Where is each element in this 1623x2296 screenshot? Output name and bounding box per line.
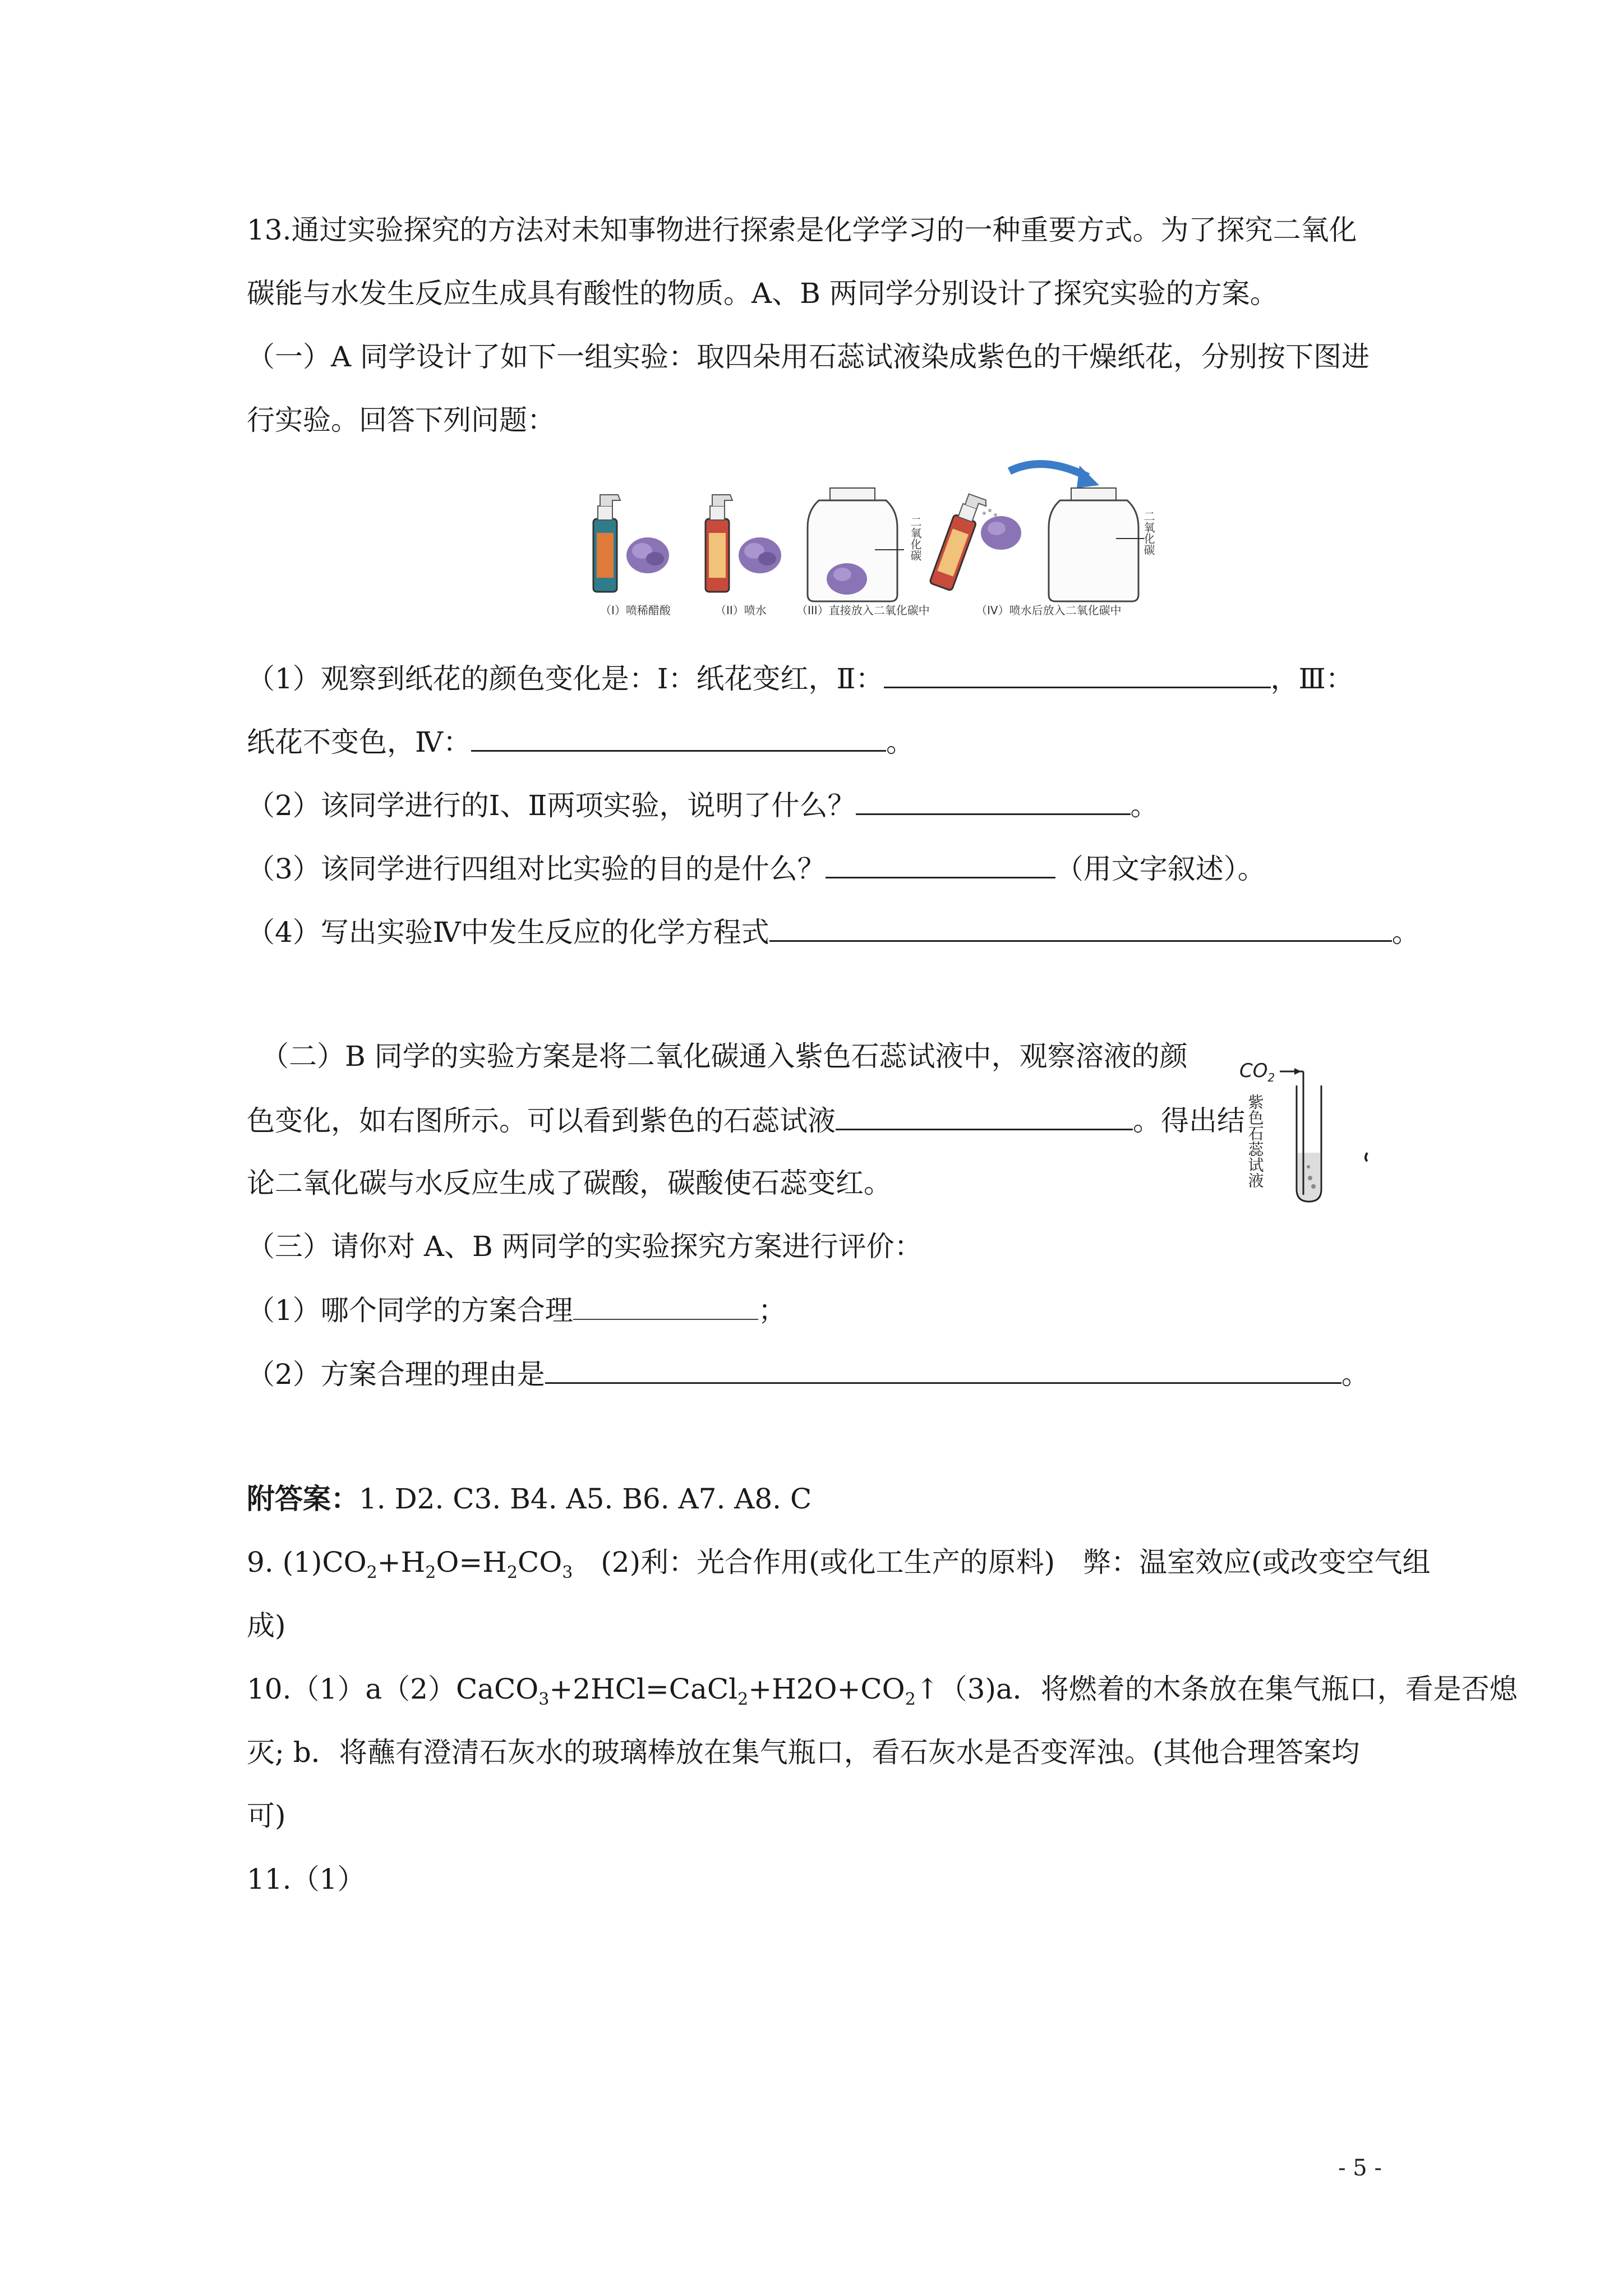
q1-end: 。 bbox=[886, 726, 914, 758]
answer-blank-q3[interactable] bbox=[826, 851, 1055, 878]
q4-text: （4）写出实验Ⅳ中发生反应的化学方程式 bbox=[247, 916, 769, 949]
spray-bottle-icon bbox=[706, 495, 732, 592]
a9-mid3: CO bbox=[517, 1546, 562, 1579]
sub: 3 bbox=[538, 1690, 550, 1709]
answers-label: 附答案： bbox=[247, 1482, 359, 1515]
a10-post: ↑（3)a．将燃着的木条放在集气瓶口，看是否熄 bbox=[915, 1673, 1518, 1705]
answer-11-line: 11.（1） bbox=[247, 1863, 366, 1895]
sub: 2 bbox=[737, 1690, 749, 1709]
part-a-line2: 行实验。回答下列问题： bbox=[247, 404, 555, 436]
q1-text-a: （1）观察到纸花的颜色变化是：Ⅰ：纸花变红，Ⅱ： bbox=[247, 662, 884, 695]
caption-1: （I）喷稀醋酸 bbox=[600, 604, 671, 617]
part-c-q2-line bbox=[247, 1356, 1370, 1391]
answer-blank-part-c-1[interactable] bbox=[573, 1293, 758, 1320]
a10-pre: 10.（1）a（2）CaCO bbox=[247, 1673, 539, 1705]
caption-3: （III）直接放入二氧化碳中 bbox=[796, 604, 930, 617]
answer-10-line3: 可) bbox=[247, 1800, 286, 1832]
answer-9-line2: 成) bbox=[247, 1609, 286, 1642]
part-b-text-a: 色变化，如右图所示。可以看到紫色的石蕊试液 bbox=[247, 1105, 836, 1137]
answers-1-8: 1. D2. C3. B4. A5. B6. A7. A8. C bbox=[359, 1483, 812, 1515]
caption-4: （IV）喷水后放入二氧化碳中 bbox=[976, 604, 1122, 617]
caption-2: （II）喷水 bbox=[715, 604, 767, 617]
answer-9-line1 bbox=[247, 1545, 1431, 1582]
paper-flower-icon bbox=[626, 537, 669, 573]
experiment-figure bbox=[583, 454, 1155, 617]
answer-10-line1 bbox=[247, 1672, 1518, 1709]
a10-mid2: +H2O+CO bbox=[748, 1673, 905, 1705]
part-b-text-b: 。得出结 bbox=[1133, 1105, 1245, 1137]
q13-3-line bbox=[247, 851, 1266, 886]
q13-1-line1 bbox=[247, 661, 1354, 696]
part-c-q1-end: ； bbox=[758, 1294, 786, 1327]
part-c-q2-end: 。 bbox=[1341, 1358, 1370, 1391]
part-c-q1-text: （1）哪个同学的方案合理 bbox=[247, 1294, 573, 1327]
tube-label: 紫色石蕊试液 bbox=[1246, 1094, 1265, 1188]
test-tube-icon bbox=[1295, 1071, 1321, 1202]
jar-label: 二氧化碳 bbox=[1142, 510, 1155, 555]
part-b-line1: （二）B 同学的实验方案是将二氧化碳通入紫色石蕊试液中，观察溶液的颜 bbox=[261, 1040, 1188, 1073]
paper-flower-icon bbox=[981, 516, 1021, 550]
q13-1-line2 bbox=[247, 724, 914, 759]
a9-pre: 9. (1)CO bbox=[247, 1546, 367, 1579]
answers-line1 bbox=[247, 1482, 811, 1516]
curved-arrow-icon bbox=[1009, 464, 1099, 488]
q1-text-c: 纸花不变色，Ⅳ： bbox=[247, 726, 471, 758]
gas-jar-icon bbox=[1049, 488, 1155, 601]
gas-jar-icon bbox=[808, 488, 922, 601]
a10-mid: +2HCl=CaCl bbox=[549, 1673, 738, 1705]
co2-label: $CO_2$ bbox=[1239, 1060, 1275, 1084]
part-a-line1: （一）A 同学设计了如下一组实验：取四朵用石蕊试液染成紫色的干燥纸花，分别按下图进 bbox=[247, 341, 1370, 373]
q13-intro-line1: 13.通过实验探究的方法对未知事物进行探索是化学学习的一种重要方式。为了探究二氧化 bbox=[247, 214, 1357, 246]
answer-blank-part-b[interactable] bbox=[836, 1103, 1133, 1130]
spray-bottle-icon bbox=[593, 495, 620, 592]
q13-intro-line2: 碳能与水发生反应生成具有酸性的物质。A、B 两同学分别设计了探究实验的方案。 bbox=[247, 277, 1278, 310]
part-c-q1-line bbox=[247, 1293, 786, 1327]
sub: 2 bbox=[366, 1563, 377, 1582]
part-c-line1: （三）请你对 A、B 两同学的实验探究方案进行评价： bbox=[247, 1230, 923, 1263]
sub: 2 bbox=[905, 1690, 916, 1709]
answer-blank-ii[interactable] bbox=[884, 661, 1271, 688]
q4-end: 。 bbox=[1391, 916, 1420, 949]
q2-end: 。 bbox=[1130, 789, 1159, 822]
q13-4-line bbox=[247, 914, 1420, 949]
paper-flower-icon bbox=[739, 537, 781, 573]
answer-blank-q2[interactable] bbox=[856, 788, 1131, 815]
sub: 2 bbox=[506, 1563, 518, 1582]
q1-text-b: ，Ⅲ： bbox=[1270, 662, 1354, 695]
test-tube-figure bbox=[1234, 1055, 1380, 1206]
part-c-q2-text: （2）方案合理的理由是 bbox=[247, 1358, 545, 1391]
answer-blank-q4[interactable] bbox=[769, 914, 1392, 942]
q3-text: （3）该同学进行四组对比实验的目的是什么？ bbox=[247, 853, 826, 885]
a9-mid1: +H bbox=[377, 1546, 426, 1579]
a9-post: (2)利：光合作用(或化工生产的原料) 弊：温室效应(或改变空气组 bbox=[573, 1546, 1431, 1579]
sub: 3 bbox=[562, 1563, 573, 1582]
answer-blank-iv[interactable] bbox=[471, 724, 886, 752]
a9-mid2: O=H bbox=[436, 1546, 507, 1579]
part-b-line3: 论二氧化碳与水反应生成了碳酸，碳酸使石蕊变红。 bbox=[247, 1167, 892, 1199]
answer-blank-part-c-2[interactable] bbox=[545, 1356, 1341, 1384]
q2-text: （2）该同学进行的Ⅰ、Ⅱ两项实验，说明了什么？ bbox=[247, 789, 856, 822]
q13-2-line bbox=[247, 788, 1159, 822]
jar-label: 二氧化碳 bbox=[909, 516, 922, 561]
answer-10-line2: 灭; b．将蘸有澄清石灰水的玻璃棒放在集气瓶口，看石灰水是否变浑浊。(其他合理答案均 bbox=[247, 1736, 1360, 1769]
page-number: - 5 - bbox=[1338, 2155, 1382, 2181]
part-b-line2 bbox=[247, 1103, 1245, 1138]
sub: 2 bbox=[425, 1563, 436, 1582]
q3-end: （用文字叙述）。 bbox=[1055, 853, 1266, 885]
